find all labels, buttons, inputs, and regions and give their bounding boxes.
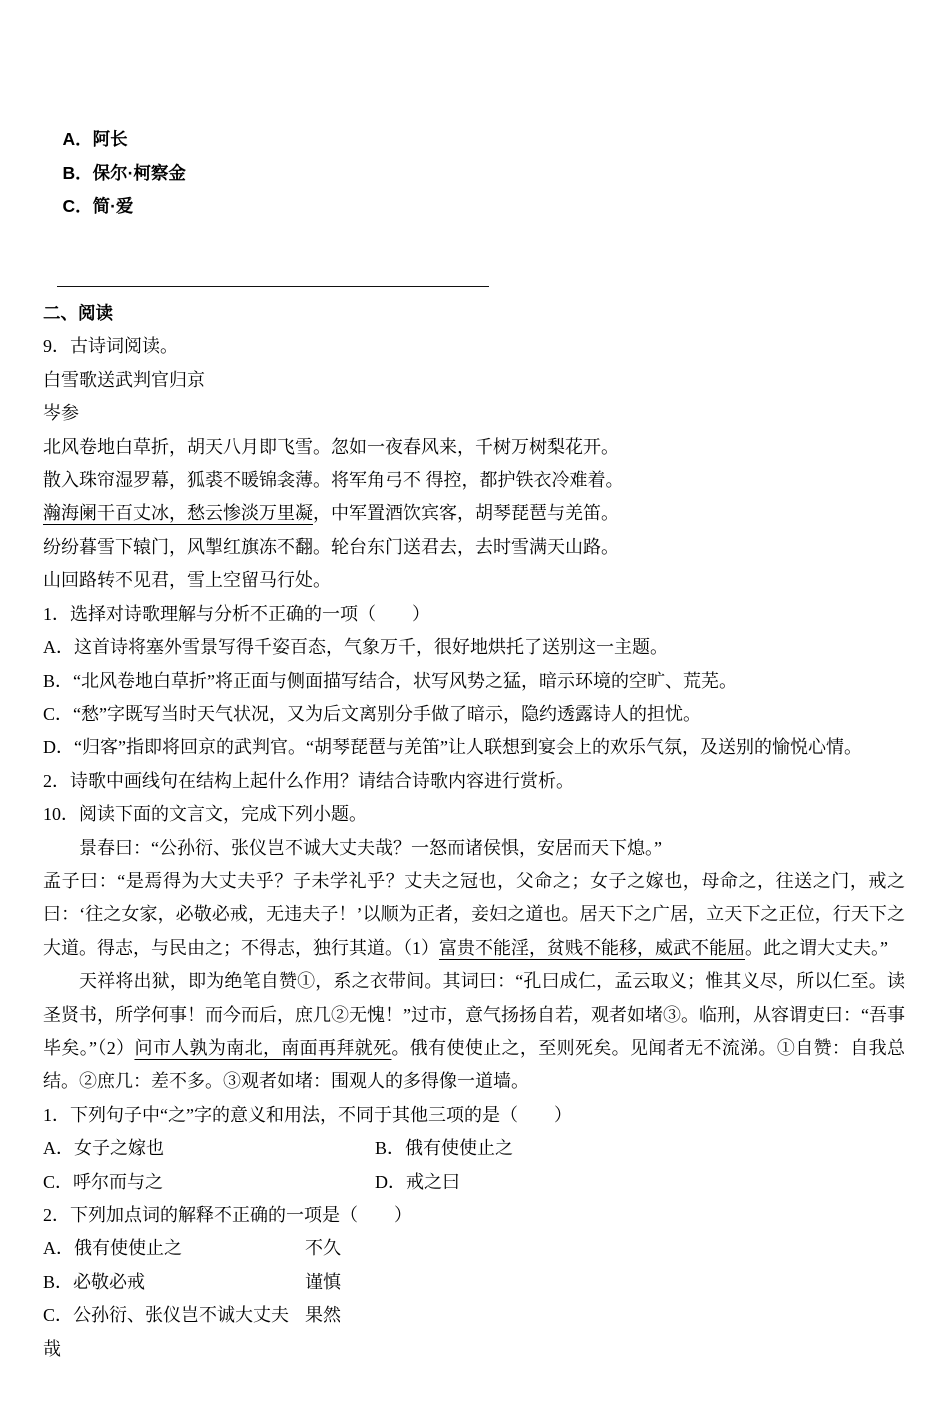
q10-sub1-stem: 1．下列句子中“之”字的意义和用法，不同于其他三项的是（ ） bbox=[43, 1104, 572, 1125]
prev-option-c: C．简·爱 bbox=[62, 196, 134, 217]
option-gloss: 果然 bbox=[305, 1305, 341, 1326]
q9-sub1-option-d: D．“归客”指即将回京的武判官。“胡琴琵琶与羌笛”让人联想到宴会上的欢乐气氛，及送别的愉悦心情。 bbox=[43, 737, 862, 758]
q10-passage-para2 bbox=[43, 865, 905, 965]
q10-sub1-row-1 bbox=[43, 1132, 905, 1165]
underlined-passage-segment-1: 富贵不能淫，贫贱不能移，威武不能屈 bbox=[439, 937, 745, 958]
poem-title: 白雪歌送武判官归京 bbox=[43, 369, 205, 390]
q10-sub1-row-2 bbox=[43, 1166, 905, 1199]
poem-author: 岑参 bbox=[43, 403, 79, 424]
q10-passage-para1: 景春曰：“公孙衍、张仪岂不诚大丈夫哉？一怒而诸侯惧，安居而天下熄。” bbox=[79, 837, 662, 858]
poem-line-2: 散入珠帘湿罗幕，狐裘不暖锦衾薄。将军角弓不 得控，都护铁衣冷难着。 bbox=[43, 470, 624, 491]
poem-line-3 bbox=[43, 497, 905, 530]
q10-sub1-option-d: D．戒之曰 bbox=[375, 1171, 460, 1192]
q9-sub1-stem: 1．选择对诗歌理解与分析不正确的一项（ ） bbox=[43, 603, 430, 624]
q10-sub2-option-c bbox=[43, 1299, 905, 1366]
poem-line-5: 山回路转不见君，雪上空留马行处。 bbox=[43, 570, 331, 591]
answer-blank-line bbox=[57, 257, 489, 287]
prev-option-b: B．保尔·柯察金 bbox=[62, 162, 186, 183]
poem-line-1: 北风卷地白草折，胡天八月即飞雪。忽如一夜春风来，千树万树梨花开。 bbox=[43, 436, 619, 457]
option-gloss: 谨慎 bbox=[305, 1271, 341, 1292]
option-gloss: 不久 bbox=[305, 1238, 341, 1259]
q10-sub2-option-b bbox=[43, 1266, 905, 1299]
q10-sub1-option-c: C．呼尔而与之 bbox=[43, 1171, 164, 1192]
q9-sub2-stem: 2．诗歌中画线句在结构上起什么作用？请结合诗歌内容进行赏析。 bbox=[43, 770, 574, 791]
prev-option-a: A．阿长 bbox=[62, 129, 128, 150]
underlined-passage-segment-2: 问市人孰为南北，南面再拜就死 bbox=[134, 1037, 392, 1058]
section-heading: 二、阅读 bbox=[43, 303, 113, 324]
q10-sub1-option-a: A．女子之嫁也 bbox=[43, 1138, 164, 1159]
q10-sub2-stem: 2．下列加点词的解释不正确的一项是（ ） bbox=[43, 1205, 412, 1225]
para3-text-after: 。俄有使使止之，至则死矣。见闻者无不流涕。①自赞：自我总结。②庶几：差不多。③观者如堵：围观人的多得像一道墙。 bbox=[43, 1037, 905, 1092]
poem-line-3-rest: ，中军置酒饮宾客，胡琴琵琶与羌笛。 bbox=[313, 503, 619, 524]
q10-sub2-option-a bbox=[43, 1232, 905, 1265]
para3-text: 天祥将出狱，即为绝笔自赞①，系之衣带间。其词曰：“孔曰成仁，孟云取义；惟其义尽，所以仁至。读圣贤书，所学何事！而今而后，庶几②无愧！”过市，意气扬扬自若，观者如堵③。临刑，从容谓吏曰：“吾事毕矣。”（2） bbox=[43, 971, 905, 1058]
poem-line-4: 纷纷暮雪下辕门，风掣红旗冻不翻。轮台东门送君去，去时雪满天山路。 bbox=[43, 536, 619, 557]
underlined-poem-segment: 瀚海阑干百丈冰，愁云惨淡万里凝 bbox=[43, 503, 313, 524]
option-phrase: C．公孙衍、张仪岂不诚大丈夫哉 bbox=[43, 1305, 290, 1359]
q10-sub1-option-b: B．俄有使使止之 bbox=[375, 1138, 514, 1159]
q9-sub1-option-c: C．“愁”字既写当时天气状况，又为后文离别分手做了暗示，隐约透露诗人的担忧。 bbox=[43, 703, 701, 724]
q10-stem: 10．阅读下面的文言文，完成下列小题。 bbox=[43, 804, 367, 825]
q10-passage-para3 bbox=[43, 965, 905, 1099]
q9-sub1-option-a: A．这首诗将塞外雪景写得千姿百态，气象万千，很好地烘托了送别这一主题。 bbox=[43, 637, 668, 658]
para2-text: 孟子曰：“是焉得为大丈夫乎？子未学礼乎？丈夫之冠也，父命之；女子之嫁也，母命之，往送之门，戒之曰：‘往之女家，必敬必戒，无违夫子！’以顺为正者，妾妇之道也。居天下之广居，立天下之正位，行天下之大道。得志，与民由之；不得志，独行其道。（1） bbox=[43, 870, 905, 958]
option-phrase: A．俄有使使止之 bbox=[43, 1238, 182, 1259]
q9-sub1-option-b: B．“北风卷地白草折”将正面与侧面描写结合，状写风势之猛，暗示环境的空旷、荒芜。 bbox=[43, 670, 737, 691]
prev-question-options-line bbox=[43, 90, 905, 257]
q9-stem: 9．古诗词阅读。 bbox=[43, 336, 178, 357]
option-phrase: B．必敬必戒 bbox=[43, 1271, 146, 1292]
para2-text-after: 。此之谓大丈夫。” bbox=[745, 937, 888, 958]
